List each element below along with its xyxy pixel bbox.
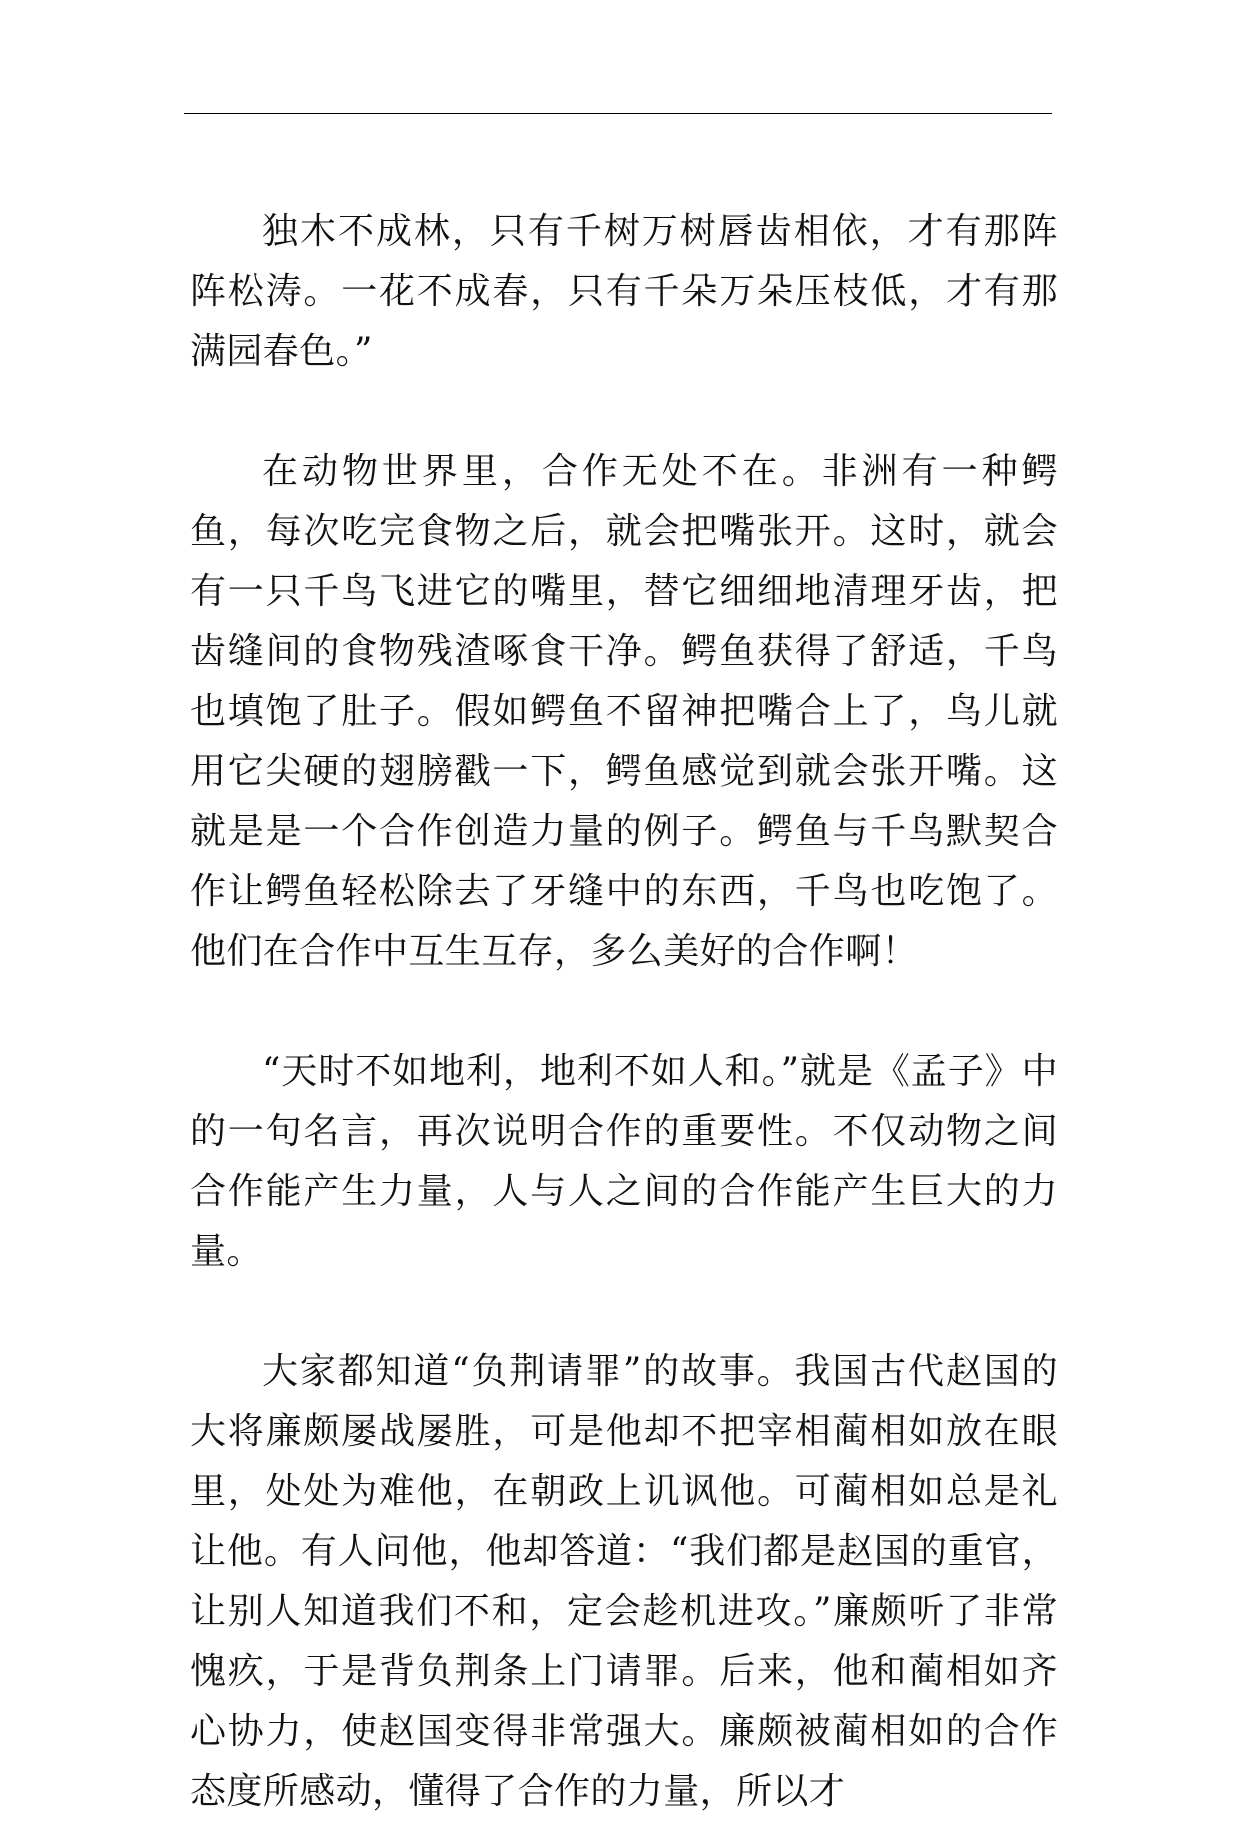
paragraph-1: 独木不成林，只有千树万树唇齿相依，才有那阵阵松涛。一花不成春，只有千朵万朵压枝低，才有那满园春色。” [190,211,1058,372]
paragraph-3: “天时不如地利，地利不如人和。”就是《孟子》中的一句名言，再次说明合作的重要性。不仅动物之间合作能产生力量，人与人之间的合作能产生巨大的力量。 [190,1051,1058,1272]
paragraph-4: 大家都知道“负荆请罪”的故事。我国古代赵国的大将廉颇屡战屡胜，可是他却不把宰相蔺相如放在眼里，处处为难他，在朝政上讥讽他。可蔺相如总是礼让他。有人问他，他却答道：“我们都是赵国的重官，让别人知道我们不和，定会趁机进攻。”廉颇听了非常愧疚，于是背负荆条上门请罪。后来，他和蔺相如齐心协力，使赵国变得非常强大。廉颇被蔺相如的合作态度所感动，懂得了合作的力量，所以才 [190,1351,1058,1812]
paragraph-2: 在动物世界里，合作无处不在。非洲有一种鳄鱼，每次吃完食物之后，就会把嘴张开。这时，就会有一只千鸟飞进它的嘴里，替它细细地清理牙齿，把齿缝间的食物残渣啄食干净。鳄鱼获得了舒适，千鸟也填饱了肚子。假如鳄鱼不留神把嘴合上了，鸟儿就用它尖硬的翅膀戳一下，鳄鱼感觉到就会张开嘴。这就是是一个合作创造力量的例子。鳄鱼与千鸟默契合作让鳄鱼轻松除去了牙缝中的东西，千鸟也吃饱了。他们在合作中互生互存，多么美好的合作啊！ [190,451,1058,972]
header-rule [184,113,1052,114]
article-body [190,202,1058,1822]
